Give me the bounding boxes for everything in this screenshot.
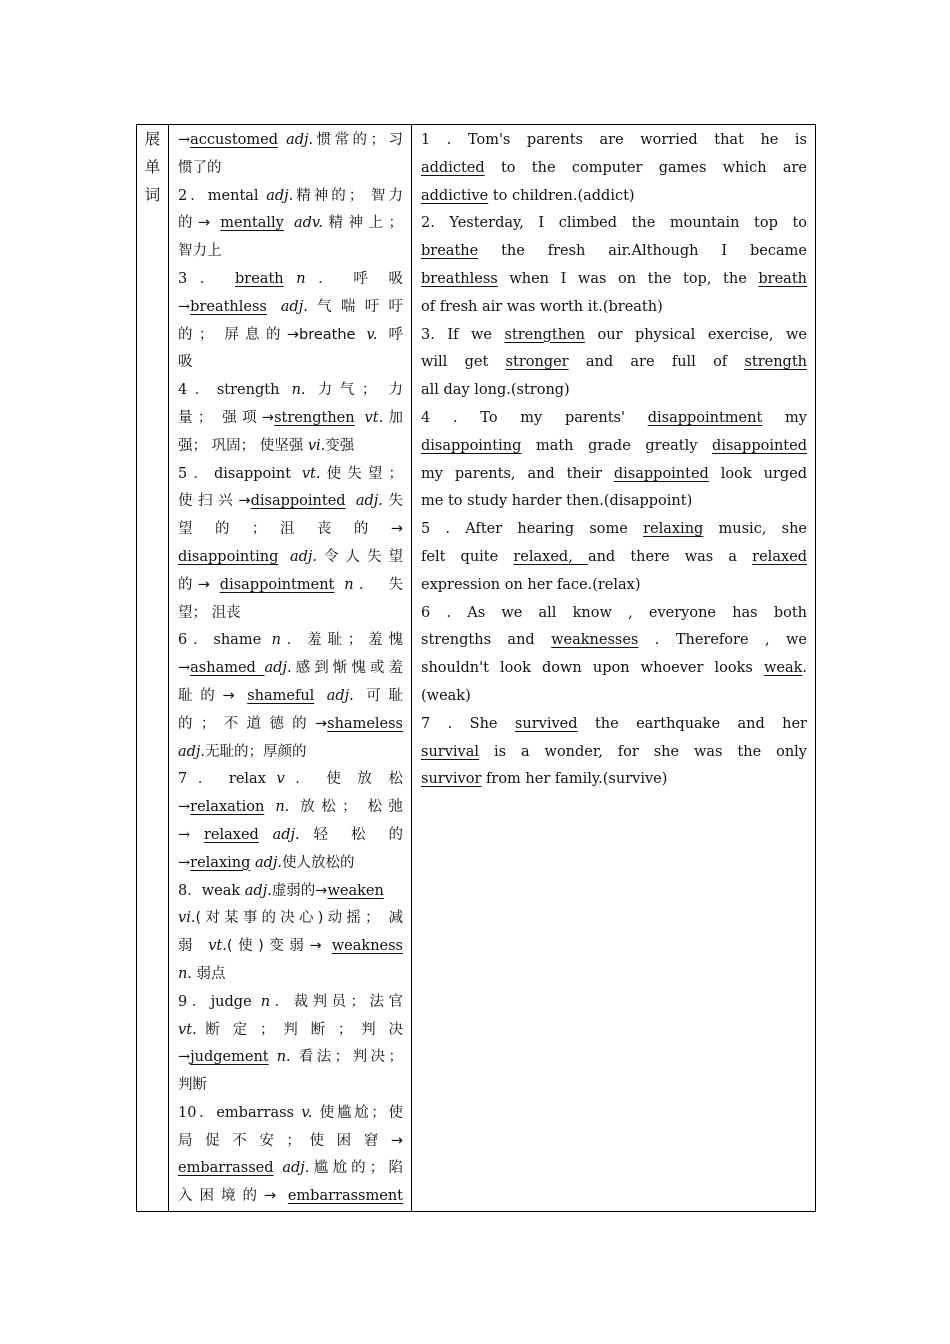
text-run: to the computer games which are	[484, 159, 807, 176]
word-entry-line	[178, 1155, 403, 1183]
word-entry-line	[178, 683, 403, 711]
text-run	[269, 1049, 277, 1065]
answer-blank: survivor	[421, 771, 482, 788]
text-run: my parents, and their	[421, 465, 614, 482]
section-label-cell	[137, 125, 169, 1212]
text-run: n.	[275, 799, 290, 816]
text-run: 令人失望	[317, 548, 403, 565]
word-entry-line	[178, 405, 403, 433]
word-entry-line	[178, 878, 403, 906]
text-run: 吸	[178, 354, 193, 371]
text-run: will get	[421, 354, 506, 371]
text-run	[278, 549, 290, 565]
text-run: 精神上；	[323, 215, 403, 232]
text-run: 3. If we	[421, 326, 505, 343]
text-run: vt.	[208, 938, 227, 955]
text-run: n	[271, 632, 281, 649]
text-run: (对某事的决心)动摇； 减	[195, 910, 403, 927]
sentence-line	[421, 210, 807, 238]
text-run: ． 失	[353, 576, 403, 593]
answer-blank: weaknesses	[551, 632, 639, 649]
text-run: 耻的→	[178, 687, 248, 704]
answer-blank: disappointing	[178, 548, 279, 565]
word-entry-line	[178, 377, 403, 405]
sentence-line	[421, 572, 807, 600]
sentence-line	[421, 711, 807, 739]
text-run: 1 . Tom's parents are worried that he is	[421, 132, 807, 148]
text-run: and are full of	[568, 354, 745, 371]
answer-blank: relaxed	[752, 548, 807, 565]
answer-blank: strengthen	[504, 326, 585, 343]
text-run: 精神的； 智力	[293, 187, 403, 204]
text-run: ．羞耻；羞愧	[280, 632, 403, 649]
text-run: me to study harder then.(disappoint)	[421, 493, 693, 510]
answer-blank: addictive	[421, 187, 489, 204]
answer-blank: weakness	[331, 938, 403, 955]
text-run: 望 的 ； 沮 丧 的 →	[178, 521, 403, 538]
word-entry-line	[178, 127, 403, 155]
text-run: 无耻的；厚颜的	[205, 743, 307, 760]
text-run: 7 . She	[421, 715, 515, 732]
sentence-line	[421, 766, 807, 794]
word-entry-line	[178, 461, 403, 489]
text-run: →	[178, 799, 191, 816]
text-run: the earthquake and her	[577, 715, 807, 732]
text-run	[259, 827, 273, 843]
text-run: →	[178, 1049, 191, 1066]
text-run: (weak)	[421, 687, 471, 704]
answer-blank: relaxing	[643, 521, 704, 538]
text-run: 可耻	[353, 687, 403, 704]
sentence-line	[421, 405, 807, 433]
answer-blank: addicted	[421, 159, 485, 176]
answer-blank: survival	[421, 743, 480, 760]
text-run: adj.	[326, 687, 354, 704]
section-label-char: 词	[144, 185, 161, 204]
text-run: 惯了的	[178, 159, 222, 176]
text-run: is a wonder, for she was the only	[479, 743, 807, 760]
text-run: v.	[301, 1104, 313, 1121]
text-run: to children.(addict)	[488, 187, 635, 204]
text-run: (使)变弱→	[226, 938, 332, 955]
text-run: ． 呼 吸	[305, 270, 403, 287]
answer-blank: breath	[758, 270, 807, 287]
word-entry-line	[178, 1072, 403, 1100]
text-run: 3 ．	[178, 270, 235, 287]
word-entry-line	[178, 905, 403, 933]
text-run: 的→	[178, 576, 220, 593]
word-entry-line	[178, 266, 403, 294]
text-run: →	[178, 298, 191, 315]
text-run: n	[296, 270, 306, 287]
word-entry-line	[178, 600, 403, 628]
text-run: n	[260, 993, 271, 1010]
word-entry-line	[178, 322, 403, 350]
sentence-line	[421, 322, 807, 350]
sentence-line	[421, 349, 807, 377]
word-entry-line	[178, 572, 403, 600]
answer-blank: relaxation	[190, 799, 265, 816]
text-run: 断 定 ； 判 断 ； 判 决	[196, 1021, 403, 1038]
text-run: 9．judge	[178, 993, 261, 1010]
text-run: 10．embarrass	[178, 1104, 302, 1121]
text-run: 弱点	[191, 965, 226, 982]
text-run: . Therefore , we	[638, 632, 807, 649]
word-entry-line	[178, 294, 403, 322]
text-run: 5 . After hearing some	[421, 521, 644, 538]
text-run: 放松； 松弛	[289, 799, 403, 816]
text-run: from her family.(survive)	[481, 771, 668, 788]
word-entry-line	[178, 1128, 403, 1156]
text-run: v	[276, 771, 285, 788]
text-run	[267, 299, 281, 315]
answer-blank: embarrassed	[178, 1160, 274, 1177]
practice-sentences	[412, 125, 816, 1212]
text-run	[284, 271, 297, 287]
text-run: 使失望；	[320, 465, 403, 482]
answer-blank: accustomed	[190, 132, 278, 148]
word-entry-line	[178, 238, 403, 266]
text-run	[264, 799, 275, 815]
sentence-line	[421, 127, 807, 155]
answer-blank: ashamed	[190, 660, 265, 677]
word-entry-line	[178, 766, 403, 794]
text-run: 2. Yesterday, I climbed the mountain top to	[421, 215, 807, 232]
word-entry-line	[178, 933, 403, 961]
answer-blank: relaxed,	[513, 548, 588, 565]
answer-blank: judgement	[190, 1049, 269, 1066]
text-run: of fresh air was worth it.(breath)	[421, 298, 663, 315]
text-run: 使扫兴→	[178, 493, 251, 510]
word-entry-line	[178, 850, 403, 878]
text-run: 2．mental	[178, 187, 267, 204]
text-run: adj.	[255, 854, 283, 871]
answer-blank: breathless	[190, 298, 267, 315]
text-run: →	[178, 826, 204, 843]
text-run: adj.	[286, 132, 314, 148]
text-run: 望； 沮丧	[178, 604, 241, 621]
text-run	[314, 688, 326, 704]
sentence-line	[421, 377, 807, 405]
text-run: adj.	[264, 660, 292, 677]
text-run: 尴尬的；陷	[309, 1160, 403, 1177]
text-run: ． 使 放 松	[284, 771, 403, 788]
text-run: 8．weak	[178, 882, 245, 899]
text-run: adj.	[266, 187, 294, 204]
word-entry-line	[178, 989, 403, 1017]
text-run: vt.	[364, 409, 384, 426]
section-label-char: 单	[144, 157, 161, 176]
text-run: 加	[383, 409, 403, 426]
vocabulary-table	[136, 124, 816, 1212]
answer-blank: disappointed	[613, 465, 709, 482]
text-run: when I was on the top, the	[497, 270, 759, 287]
text-run: →	[178, 132, 191, 148]
word-entry-line	[178, 961, 403, 989]
text-run: adj.	[289, 548, 318, 565]
text-run: 虚弱的→	[271, 882, 328, 899]
answer-blank: mentally	[220, 215, 284, 232]
text-run: 6 . As we all know , everyone has both	[421, 604, 807, 621]
sentence-line	[421, 461, 807, 489]
sentence-line	[421, 739, 807, 767]
sentence-line	[421, 433, 807, 461]
text-run: ．裁判员；法官	[270, 993, 403, 1010]
sentence-line	[421, 600, 807, 628]
text-run: →	[178, 854, 191, 871]
answer-blank: breathe	[421, 243, 479, 260]
text-run: vi.	[178, 910, 196, 927]
text-run: adv.	[293, 215, 323, 232]
word-entry-line	[178, 349, 403, 377]
word-entry-line	[178, 627, 403, 655]
text-run: 的；不道德的→	[178, 715, 328, 732]
text-run: and there was a	[587, 548, 753, 565]
word-entry-line	[178, 155, 403, 183]
text-run: math grade greatly	[521, 437, 713, 454]
word-entry-line	[178, 544, 403, 572]
word-entry-line	[178, 1044, 403, 1072]
answer-blank: disappointing	[421, 437, 522, 454]
text-run	[284, 215, 294, 231]
word-entry-line	[178, 739, 403, 767]
text-run: 7 ． relax	[178, 771, 277, 788]
text-run: expression on her face.(relax)	[421, 576, 641, 593]
word-entry-line	[178, 711, 403, 739]
word-entry-line	[178, 1183, 403, 1211]
text-run: v.	[366, 326, 378, 343]
text-run: the fresh air.Although I became	[478, 243, 807, 260]
answer-blank: weaken	[327, 882, 384, 899]
sentence-line	[421, 544, 807, 572]
text-run: vt.	[301, 465, 321, 482]
text-run: 气喘吁吁	[307, 298, 403, 315]
word-entry-line	[178, 433, 403, 461]
text-run	[278, 132, 286, 148]
answer-blank: shameful	[247, 687, 315, 704]
word-entry-line	[178, 655, 403, 683]
text-run: vi.	[307, 437, 326, 454]
text-run: 6．shame	[178, 632, 272, 649]
text-run: →	[178, 660, 191, 677]
answer-blank: strengthen	[274, 409, 355, 426]
text-run: 强； 巩固； 使坚强	[178, 437, 308, 454]
text-run: 轻 松 的	[299, 826, 403, 843]
section-label-char: 展	[144, 130, 161, 148]
text-run: n	[344, 576, 354, 593]
answer-blank: breath	[235, 270, 284, 287]
text-run: 力气； 力	[305, 382, 403, 399]
text-run: 5．disappoint	[178, 465, 302, 482]
text-run: 弱	[178, 938, 209, 955]
word-entry-line	[178, 1100, 403, 1128]
text-run	[334, 577, 344, 593]
word-family-list	[169, 125, 412, 1212]
answer-blank: strength	[744, 354, 807, 371]
word-entry-line	[178, 210, 403, 238]
text-run: adj.	[244, 882, 272, 899]
text-run	[355, 410, 365, 426]
text-run: shouldn't look down upon whoever looks	[421, 660, 764, 677]
text-run: n.	[291, 382, 306, 399]
answer-blank: disappointed	[250, 493, 346, 510]
table-row	[137, 125, 816, 1212]
text-run: 的→	[178, 215, 221, 232]
text-run: n.	[276, 1049, 291, 1066]
text-run: strengths and	[421, 632, 552, 649]
text-run: 使尴尬；使	[312, 1104, 403, 1121]
text-run: 4 . To my parents'	[421, 409, 648, 426]
text-run: felt quite	[421, 548, 514, 565]
sentence-line	[421, 655, 807, 683]
text-run: 判断	[178, 1077, 207, 1094]
text-run: 使人放松的	[282, 854, 355, 871]
sentence-line	[421, 516, 807, 544]
answer-blank: survived	[514, 715, 578, 732]
answer-blank: disappointment	[647, 409, 763, 426]
text-run: adj.	[282, 1160, 310, 1177]
text-run: 量； 强项→	[178, 409, 275, 426]
text-run: music, she	[703, 521, 807, 538]
word-entry-line	[178, 1017, 403, 1045]
text-run: .	[802, 660, 807, 677]
sentence-line	[421, 155, 807, 183]
text-run: 感到惭愧或羞	[291, 660, 403, 677]
text-run: 智力上	[178, 243, 222, 260]
text-run: adj.	[178, 743, 206, 760]
word-entry-line	[178, 794, 403, 822]
text-run: vt.	[178, 1021, 197, 1038]
text-run: 看法；判决；	[290, 1049, 403, 1066]
text-run: adj.	[280, 298, 308, 315]
answer-blank: breathless	[421, 270, 498, 287]
sentence-line	[421, 183, 807, 211]
text-run	[346, 493, 356, 509]
text-run: 入困境的→	[178, 1188, 288, 1205]
word-entry-line	[178, 516, 403, 544]
sentence-line	[421, 627, 807, 655]
text-run: 4．strength	[178, 382, 292, 399]
word-entry-line	[178, 488, 403, 516]
text-run: 的； 屏息的→breathe	[178, 326, 367, 343]
text-run: 局 促 不 安 ； 使 困 窘 →	[178, 1132, 403, 1149]
answer-blank: shameless	[327, 715, 403, 732]
answer-blank: disappointed	[712, 437, 807, 454]
text-run: 失	[382, 493, 403, 510]
text-run: 呼	[377, 326, 403, 343]
text-run: my	[762, 409, 807, 426]
sentence-line	[421, 266, 807, 294]
word-entry-line	[178, 822, 403, 850]
sentence-line	[421, 238, 807, 266]
text-run: look urged	[708, 465, 807, 482]
text-run: all day long.(strong)	[421, 382, 570, 399]
sentence-line	[421, 488, 807, 516]
answer-blank: embarrassment	[287, 1188, 403, 1205]
answer-blank: relaxing	[190, 854, 251, 871]
word-entry-line	[178, 183, 403, 211]
answer-blank: weak	[763, 660, 803, 677]
answer-blank: stronger	[505, 354, 569, 371]
sentence-line	[421, 294, 807, 322]
answer-blank: relaxed	[203, 826, 259, 843]
answer-blank: disappointment	[219, 576, 335, 593]
text-run: 变强	[325, 437, 355, 454]
text-run: adj.	[355, 493, 383, 510]
text-run: 惯常的；习	[313, 132, 403, 148]
text-run: adj.	[272, 826, 300, 843]
text-run: our physical exercise, we	[584, 326, 807, 343]
text-run: n.	[178, 965, 192, 982]
sentence-line	[421, 683, 807, 711]
